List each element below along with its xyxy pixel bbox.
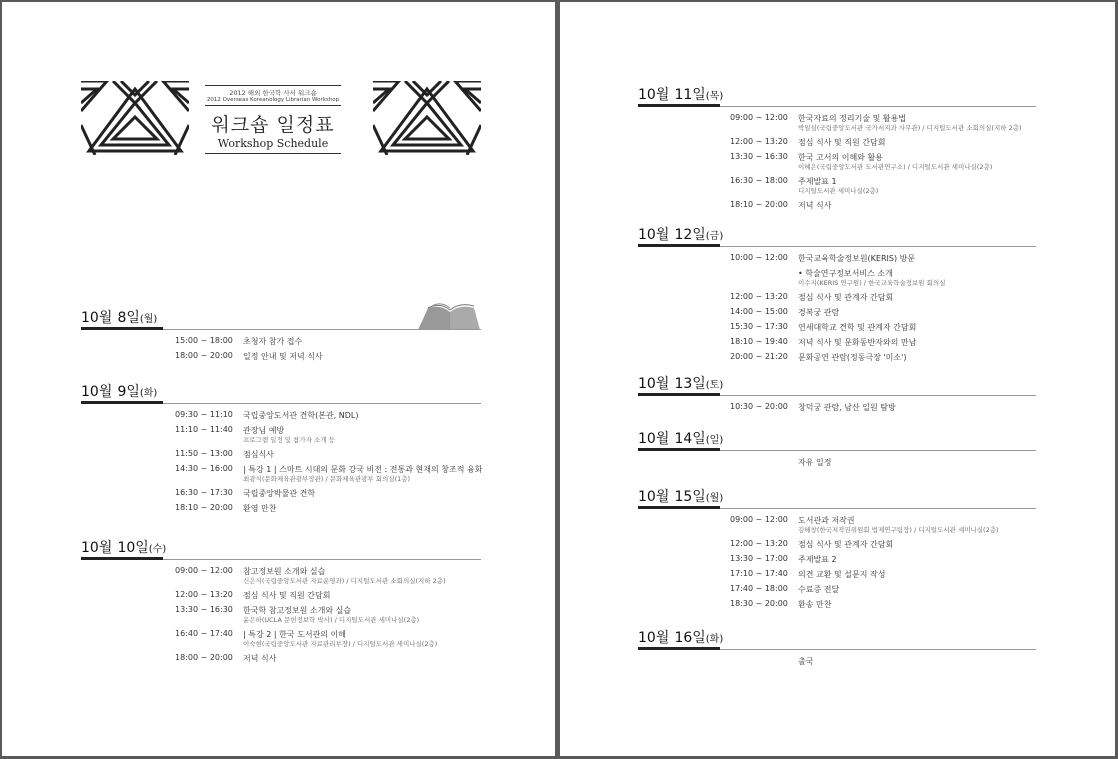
day-month: 10월	[81, 384, 113, 400]
day-section	[638, 628, 1036, 671]
session-row	[730, 337, 1036, 348]
day-rule-thin	[720, 450, 1036, 451]
day-rule-thick	[638, 647, 720, 650]
session-body	[798, 584, 839, 595]
day-date: 8일	[117, 310, 140, 326]
session-time: 11:50 ~ 13:00	[175, 449, 233, 458]
day-rule-thick	[638, 448, 720, 451]
session-title: 저녁 식사	[798, 201, 832, 210]
session-row	[175, 566, 481, 586]
session-row	[175, 425, 481, 445]
session-title: 주제발표 1	[798, 177, 837, 186]
session-time: 14:30 ~ 16:00	[175, 464, 233, 473]
day-rule-thick	[638, 244, 720, 247]
session-body	[243, 336, 302, 347]
session-body	[243, 410, 358, 421]
day-header	[638, 628, 1036, 650]
schedule-header	[81, 81, 481, 156]
session-row	[730, 569, 1036, 580]
session-title: 점심 식사 및 관계자 간담회	[798, 540, 894, 549]
session-title: 주제발표 2	[798, 555, 837, 564]
day-date: 13일	[674, 376, 706, 392]
session-time: 17:10 ~ 17:40	[730, 569, 788, 578]
session-list	[81, 336, 481, 362]
day-section	[81, 308, 481, 366]
subtitle-korean: 2012 해외 한국학 사서 워크숍	[205, 85, 341, 97]
session-row	[730, 292, 1036, 303]
session-list	[81, 566, 481, 664]
left-page	[2, 2, 555, 756]
session-body	[798, 457, 831, 468]
session-title: 저녁 식사	[243, 654, 277, 663]
session-time: 18:10 ~ 19:40	[730, 337, 788, 346]
day-header	[81, 308, 481, 330]
day-section	[638, 487, 1036, 614]
day-date: 11일	[674, 87, 706, 103]
day-rule-thin	[163, 403, 481, 404]
session-row	[730, 200, 1036, 211]
session-title: 참고정보원 소개와 실습	[243, 567, 326, 576]
session-note: 이수지(KERIS 연구원) / 한국교육학술정보원 회의실	[798, 279, 946, 287]
session-time: 10:00 ~ 12:00	[730, 253, 788, 262]
session-time: 14:00 ~ 15:00	[730, 307, 788, 316]
day-date: 9일	[117, 384, 140, 400]
day-header	[638, 429, 1036, 451]
session-list	[81, 410, 481, 514]
session-title: 국립중앙박물관 견학	[243, 489, 316, 498]
session-time: 15:00 ~ 18:00	[175, 336, 233, 345]
session-title: 관장님 예방	[243, 426, 285, 435]
session-title: 창덕궁 관람, 남산 일원 탐방	[798, 403, 896, 412]
session-list	[638, 253, 1036, 363]
session-time: 18:00 ~ 20:00	[175, 351, 233, 360]
session-row	[175, 464, 481, 484]
session-body	[243, 653, 276, 664]
session-time: 12:00 ~ 13:20	[730, 539, 788, 548]
day-weekday: (일)	[705, 435, 724, 446]
day-rule-thick	[81, 557, 163, 560]
session-title: 경복궁 관람	[798, 308, 840, 317]
session-row	[730, 113, 1036, 133]
session-title: 문화공연 관람(정동극장 '미소')	[798, 353, 907, 362]
session-title: 자유 일정	[798, 458, 832, 467]
day-month: 10월	[81, 310, 113, 326]
session-row	[175, 629, 481, 649]
day-section	[638, 225, 1036, 367]
session-row	[175, 410, 481, 421]
session-body	[798, 515, 999, 535]
session-body	[798, 656, 813, 667]
session-row	[730, 554, 1036, 565]
session-time: 15:30 ~ 17:30	[730, 322, 788, 331]
session-note: 이혜은(국립중앙도서관 도서관연구소) / 디지털도서관 세미나실(2층)	[798, 163, 993, 171]
day-weekday: (화)	[139, 388, 158, 399]
session-body	[798, 402, 896, 413]
session-row	[730, 402, 1036, 413]
day-title	[638, 224, 723, 244]
session-title: 의견 교환 및 설문지 작성	[798, 570, 886, 579]
day-weekday: (화)	[705, 634, 724, 645]
session-row	[175, 336, 481, 347]
decorative-pattern-left	[81, 81, 189, 155]
session-row	[175, 503, 481, 514]
day-date: 10일	[117, 540, 149, 556]
day-month: 10월	[638, 489, 670, 505]
session-body	[243, 488, 315, 499]
session-row	[175, 488, 481, 499]
session-time: 09:30 ~ 11:10	[175, 410, 233, 419]
session-title: 한국 고서의 이해와 활용	[798, 153, 883, 162]
day-section	[638, 85, 1036, 215]
session-body	[798, 337, 916, 348]
day-header	[81, 382, 481, 404]
session-title: 초청자 참가 접수	[243, 337, 303, 346]
session-body	[798, 200, 831, 211]
day-date: 14일	[674, 431, 706, 447]
day-rule-thick	[638, 104, 720, 107]
day-month: 10월	[638, 227, 670, 243]
session-body	[798, 322, 916, 333]
day-header	[638, 85, 1036, 107]
day-rule-thick	[638, 506, 720, 509]
session-title: 한국학 참고정보원 소개와 실습	[243, 606, 352, 615]
session-body	[243, 566, 446, 586]
day-rule-thin	[720, 395, 1036, 396]
session-note: 이숙현(국립중앙도서관 자료관리부장) / 디지털도서관 세미나실(2층)	[243, 640, 438, 648]
session-time: 09:00 ~ 12:00	[730, 113, 788, 122]
session-note: 신은식(국립중앙도서관 자료운영과) / 디지털도서관 소회의실(지하 2층)	[243, 577, 446, 585]
day-header	[81, 538, 481, 560]
day-header	[638, 225, 1036, 247]
session-title: 출국	[798, 657, 814, 666]
session-note: 디지털도서관 세미나실(2층)	[798, 187, 879, 195]
day-section	[81, 382, 481, 518]
session-note: 최광식(문화체육관광부장관) / 문화체육관광부 회의실(1층)	[243, 475, 411, 483]
session-row	[730, 515, 1036, 535]
day-title	[81, 381, 157, 401]
day-month: 10월	[638, 431, 670, 447]
session-time: 18:10 ~ 20:00	[175, 503, 233, 512]
day-weekday: (토)	[705, 380, 724, 391]
day-rule-thin	[720, 246, 1036, 247]
session-time: 12:00 ~ 13:20	[175, 590, 233, 599]
session-body	[798, 113, 1022, 133]
session-title: | 특강 1 | 스마트 시대의 문화 강국 비전 : 전통과 현재의 창조적 융화	[243, 465, 483, 474]
day-month: 10월	[81, 540, 113, 556]
session-body	[243, 449, 274, 460]
session-title: 점심 식사 및 직원 간담회	[243, 591, 331, 600]
session-time: 09:00 ~ 12:00	[175, 566, 233, 575]
session-note: 김혜창(한국저작권위원회 법제연구팀장) / 디지털도서관 세미나실(2층)	[798, 526, 999, 534]
session-body	[798, 137, 885, 148]
session-title: 환송 만찬	[798, 600, 832, 609]
session-body	[243, 464, 482, 484]
session-row	[730, 584, 1036, 595]
session-body	[798, 569, 885, 580]
session-body	[798, 292, 893, 303]
session-time: 10:30 ~ 20:00	[730, 402, 788, 411]
session-row	[730, 599, 1036, 610]
day-weekday: (월)	[139, 314, 158, 325]
session-row	[175, 605, 481, 625]
session-title: 환영 만찬	[243, 504, 277, 513]
session-time	[730, 656, 798, 667]
session-body	[798, 176, 878, 196]
session-title: 점심 식사 및 직원 간담회	[798, 138, 886, 147]
session-title: 도서관과 저작권	[798, 516, 855, 525]
page-title: 워크숍 일정표	[211, 114, 335, 136]
session-time: 16:30 ~ 17:30	[175, 488, 233, 497]
day-rule-thin	[720, 508, 1036, 509]
session-time: 18:30 ~ 20:00	[730, 599, 788, 608]
session-row	[730, 457, 1036, 468]
session-time: 12:00 ~ 13:20	[730, 137, 788, 146]
day-rule-thin	[720, 106, 1036, 107]
session-time: 11:10 ~ 11:40	[175, 425, 233, 434]
session-list	[638, 656, 1036, 667]
session-body	[798, 307, 839, 318]
session-body	[243, 605, 419, 625]
session-body	[798, 268, 945, 288]
session-body	[798, 539, 893, 550]
day-section	[638, 429, 1036, 472]
day-title	[638, 84, 723, 104]
session-body	[798, 554, 837, 565]
session-title: | 특강 2 | 한국 도서관의 이해	[243, 630, 347, 639]
day-weekday: (수)	[148, 544, 167, 555]
session-note: 프로그램 일정 및 참가자 소개 등	[243, 436, 335, 444]
title-block	[205, 85, 341, 154]
session-list	[638, 402, 1036, 413]
session-row	[730, 137, 1036, 148]
session-title: 연세대학교 견학 및 관계자 간담회	[798, 323, 917, 332]
day-rule-thick	[81, 401, 163, 404]
session-body	[243, 629, 437, 649]
session-list	[638, 457, 1036, 468]
day-month: 10월	[638, 87, 670, 103]
session-list	[638, 515, 1036, 610]
day-month: 10월	[638, 376, 670, 392]
session-time: 13:30 ~ 16:30	[175, 605, 233, 614]
session-row	[730, 253, 1036, 264]
day-date: 15일	[674, 489, 706, 505]
day-month: 10월	[638, 630, 670, 646]
day-title	[638, 627, 723, 647]
session-time: 13:30 ~ 16:30	[730, 152, 788, 161]
day-section	[638, 374, 1036, 417]
session-title: • 학술연구정보서비스 소개	[798, 269, 893, 278]
session-title: 국립중앙도서관 견학(본관, NDL)	[243, 411, 359, 420]
decorative-pattern-right	[373, 81, 481, 155]
session-title: 수료증 전달	[798, 585, 840, 594]
session-row	[175, 449, 481, 460]
session-time	[730, 268, 798, 288]
day-weekday: (목)	[705, 91, 724, 102]
day-section	[81, 538, 481, 668]
session-title: 점심 식사 및 관계자 간담회	[798, 293, 894, 302]
session-body	[798, 152, 992, 172]
session-time: 17:40 ~ 18:00	[730, 584, 788, 593]
session-time: 12:00 ~ 13:20	[730, 292, 788, 301]
session-row	[730, 539, 1036, 550]
day-rule-thin	[163, 329, 481, 330]
day-date: 16일	[674, 630, 706, 646]
session-body	[798, 599, 831, 610]
day-title	[638, 373, 723, 393]
session-title: 한국교육학술정보원(KERIS) 방문	[798, 254, 916, 263]
session-row	[730, 307, 1036, 318]
session-row	[730, 322, 1036, 333]
session-body	[243, 590, 330, 601]
day-rule-thin	[720, 649, 1036, 650]
session-time: 09:00 ~ 12:00	[730, 515, 788, 524]
session-row	[730, 268, 1036, 288]
session-row	[730, 656, 1036, 667]
day-title	[81, 537, 166, 557]
session-row	[175, 590, 481, 601]
session-body	[798, 253, 915, 264]
day-rule-thick	[638, 393, 720, 396]
day-header	[638, 374, 1036, 396]
day-date: 12일	[674, 227, 706, 243]
session-body	[243, 425, 335, 445]
session-row	[730, 152, 1036, 172]
day-rule-thick	[81, 327, 163, 330]
session-row	[730, 176, 1036, 196]
session-title: 점심식사	[243, 450, 274, 459]
session-body	[243, 503, 276, 514]
session-time	[730, 457, 798, 468]
session-time: 18:10 ~ 20:00	[730, 200, 788, 209]
session-title: 저녁 식사 및 문화동반자와의 만남	[798, 338, 917, 347]
day-title	[638, 428, 723, 448]
session-row	[730, 352, 1036, 363]
session-body	[798, 352, 906, 363]
subtitle-english: 2012 Overseas Koreanology Librarian Workshop	[205, 97, 341, 106]
session-time: 20:00 ~ 21:20	[730, 352, 788, 361]
day-header	[638, 487, 1036, 509]
session-time: 16:40 ~ 17:40	[175, 629, 233, 638]
session-time: 18:00 ~ 20:00	[175, 653, 233, 662]
day-title	[81, 307, 157, 327]
session-time: 16:30 ~ 18:00	[730, 176, 788, 185]
session-title: 한국자료의 정리기술 및 활용법	[798, 114, 907, 123]
session-title: 일정 안내 및 저녁 식사	[243, 352, 323, 361]
day-title	[638, 486, 723, 506]
session-time: 13:30 ~ 17:00	[730, 554, 788, 563]
day-weekday: (월)	[705, 493, 724, 504]
day-rule-thin	[163, 559, 481, 560]
session-note: 윤은하(UCLA 문헌정보학 박사) / 디지털도서관 세미나실(2층)	[243, 616, 420, 624]
session-body	[243, 351, 323, 362]
session-row	[175, 351, 481, 362]
right-page	[560, 2, 1115, 756]
page-title-english: Workshop Schedule	[205, 137, 341, 154]
session-note: 박일심(국립중앙도서관 국가서지과 사무관) / 디지털도서관 소회의실(지하 2층)	[798, 124, 1022, 132]
session-row	[175, 653, 481, 664]
day-weekday: (금)	[705, 231, 724, 242]
session-list	[638, 113, 1036, 211]
